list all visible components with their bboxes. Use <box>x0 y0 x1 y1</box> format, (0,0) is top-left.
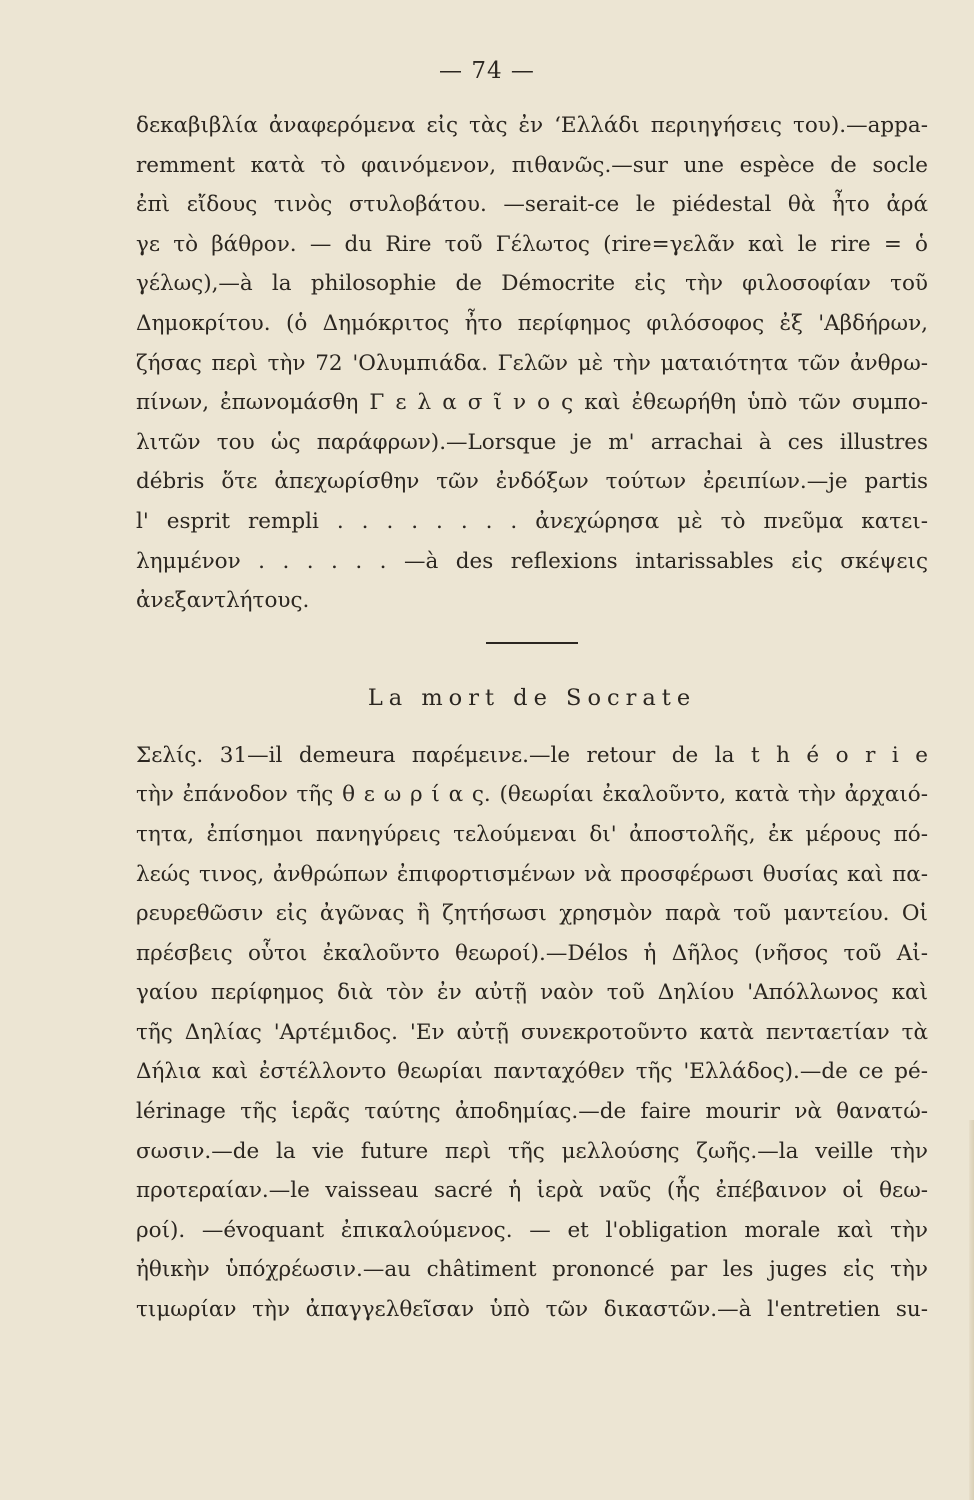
text-line: τητα, ἐπίσημοι πανηγύρεις τελούμεναι δι' ἀποστολῆς, ἐκ μέρους πό- <box>136 821 928 847</box>
text-line: τὴν ἐπάνοδον τῆς θ ε ω ρ ί α ς. (θεωρίαι ἐκαλοῦντο, κατὰ τὴν ἀρχαιό- <box>136 782 928 808</box>
text-line: λημμένον . . . . . . —à des reflexions intarissables εἰς σκέψεις <box>136 548 928 574</box>
text-line: Δημοκρίτου. (ὁ Δημόκριτος ἦτο περίφημος φιλόσοφος ἐξ 'Αβδήρων, <box>136 310 928 336</box>
text-line: l' esprit rempli . . . . . . . . ἀνεχώρησα μὲ τὸ πνεῦμα κατει- <box>136 508 928 534</box>
text-line: ἠθικὴν ὑπόχρέωσιν.—au châtiment prononcé par les juges εἰς τὴν <box>136 1257 928 1283</box>
text-line: ἀνεξαντλήτους. <box>136 588 310 614</box>
text-line: γέλως),—à la philosophie de Démocrite εἰς τὴν φιλοσοφίαν τοῦ <box>136 271 928 297</box>
text-line: γαίου περίφημος διὰ τὸν ἐν αὐτῇ ναὸν τοῦ Δηλίου 'Απόλλωνος καὶ <box>136 980 928 1006</box>
text-line: ἐπὶ εἴδους τινὸς στυλοβάτου. —serait-ce le piédestal θὰ ἦτο ἀρά <box>136 192 928 218</box>
text-line: λεώς τινος, ἀνθρώπων ἐπιφορτισμένων νὰ προσφέρωσι θυσίας καὶ πα- <box>136 861 928 887</box>
section-title: La mort de Socrate <box>367 684 697 711</box>
section-divider <box>486 642 578 644</box>
spacer <box>136 718 928 736</box>
text-line: remment κατὰ τὸ φαινόμενον, πιθανῶς.—sur une espèce de socle <box>136 152 928 178</box>
text-line: πίνων, ἐπωνομάσθη Γ ε λ α σ ῖ ν ο ς καὶ ἐθεωρήθη ὑπὸ τῶν συμπο- <box>136 390 928 416</box>
page-number: — 74 — <box>439 58 535 84</box>
glossary-block-top <box>136 106 928 621</box>
text-line: Σελίς. 31—il demeura παρέμεινε.—le retour de la t h é o r i e <box>136 742 928 768</box>
text-line: ζήσας περὶ τὴν 72 'Ολυμπιάδα. Γελῶν μὲ τὴν ματαιότητα τῶν ἀνθρω- <box>136 350 928 376</box>
text-line: ρευρεθῶσιν εἰς ἀγῶνας ἢ ζητήσωσι χρησμὸν παρὰ τοῦ μαντείου. Οἱ <box>136 901 928 927</box>
page-edge-shadow <box>969 1120 974 1500</box>
text-line: δεκαβιβλία ἀναφερόμενα εἰς τὰς ἐν ‘Ελλάδι περιηγήσεις του).—appa- <box>136 113 928 138</box>
text-line: σωσιν.—de la vie future περὶ τῆς μελλούσης ζωῆς.—la veille τὴν <box>136 1138 928 1164</box>
glossary-block-bottom <box>136 736 928 1330</box>
text-line: Δήλια καὶ ἐστέλλοντο θεωρίαι πανταχόθεν τῆς 'Ελλάδος).—de ce pé- <box>136 1059 928 1085</box>
text-line: γε τὸ βάθρον. — du Rire τοῦ Γέλωτος (rire=γελᾶν καὶ le rire = ὁ <box>136 231 928 257</box>
text-line: τῆς Δηλίας 'Αρτέμιδος. 'Εν αὐτῇ συνεκροτοῦντο κατὰ πενταετίαν τὰ <box>136 1019 928 1045</box>
text-line: débris ὅτε ἀπεχωρίσθην τῶν ἐνδόξων τούτων ἐρειπίων.—je partis <box>136 469 928 495</box>
page-body <box>136 106 928 1330</box>
text-line: λιτῶν του ὡς παράφρων).—Lorsque je m' arrachai à ces illustres <box>136 429 928 455</box>
text-line: ροί). —évoquant ἐπικαλούμενος. — et l'obligation morale καὶ τὴν <box>136 1217 928 1243</box>
text-line: προτεραίαν.—le vaisseau sacré ἡ ἱερὰ ναῦς (ἧς ἐπέβαινον οἱ θεω- <box>136 1178 928 1204</box>
text-line: τιμωρίαν τὴν ἀπαγγελθεῖσαν ὑπὸ τῶν δικαστῶν.—à l'entretien su- <box>136 1297 928 1323</box>
text-line: πρέσβεις οὗτοι ἐκαλοῦντο θεωροί).—Délos ἡ Δῆλος (νῆσος τοῦ Αἰ- <box>136 940 928 966</box>
text-line: lérinage τῆς ἱερᾶς ταύτης ἀποδημίας.—de faire mourir νὰ θανατώ- <box>136 1099 928 1125</box>
